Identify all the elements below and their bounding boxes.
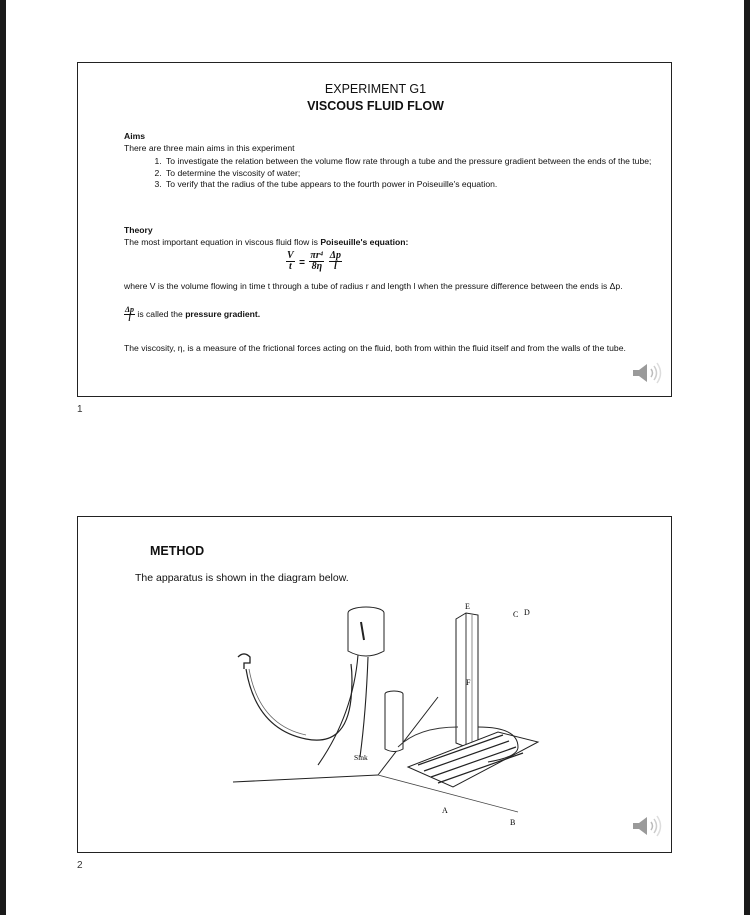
aim-item: 2. To determine the viscosity of water; [164,168,664,180]
label-sink: Sink [354,753,368,762]
label-e: E [465,602,470,611]
eq-l: l [333,261,337,272]
eq-dp: Δp [329,250,341,261]
pressure-gradient-line: $\frac{\Delta p}{l}$ is called the pressure gradient. [125,305,261,323]
theory-intro: The most important equation in viscous fluid flow is Poiseuille's equation: [124,237,409,247]
experiment-title: EXPERIMENT G1 [324,82,427,96]
grad-dp: Δp [125,305,135,314]
where-text: where V is the volume flowing in time t through a tube of radius r and length l when the pressure difference between the ends is Δp. [124,281,623,291]
aims-intro: There are three main aims in this experiment [124,143,295,153]
label-d: D [524,608,530,617]
speaker-icon[interactable] [631,361,665,385]
tubing [249,669,306,735]
aim-item: 1. To investigate the relation between the volume flow rate through a tube and the pressure gradient between the ends of the tube; [164,156,664,168]
window-edge-right [744,0,750,915]
bench-edge [233,775,378,782]
slide-1 [77,62,672,397]
theory-heading: Theory [124,225,153,235]
window-edge-left [0,0,6,915]
tap [238,654,250,669]
poiseuille-equation [286,251,342,272]
aims-list [124,156,664,191]
tank-body [348,613,384,656]
slide-number: 1 [77,404,83,415]
eq-v: V [287,250,294,261]
method-text: The apparatus is shown in the diagram below. [135,572,349,584]
aims-heading: Aims [124,131,146,141]
label-f: F [466,678,471,687]
eq-t: t [288,261,292,272]
eq-pir4: πr⁴ [310,250,324,261]
experiment-subtitle: VISCOUS FLUID FLOW [307,99,444,113]
viscosity-text: The viscosity, η, is a measure of the frictional forces acting on the fluid, both from within the fluid itself and from the walls of the tube. [124,343,626,353]
label-c: C [513,610,519,619]
speaker-icon[interactable] [631,814,665,838]
label-b: B [510,818,516,827]
tubing [360,657,368,757]
apparatus-diagram [228,597,528,829]
method-heading: METHOD [150,544,205,558]
eq-equals: = [299,257,305,269]
tubing [246,664,352,740]
eq-8eta: 8η [311,261,323,272]
label-a: A [442,806,448,815]
slide-number: 2 [77,860,83,871]
aim-item: 3. To verify that the radius of the tube appears to the fourth power in Poiseuille's equation. [164,179,664,191]
grad-l: l [128,314,131,323]
slide-2 [77,516,672,853]
cylinder-body [385,694,403,752]
